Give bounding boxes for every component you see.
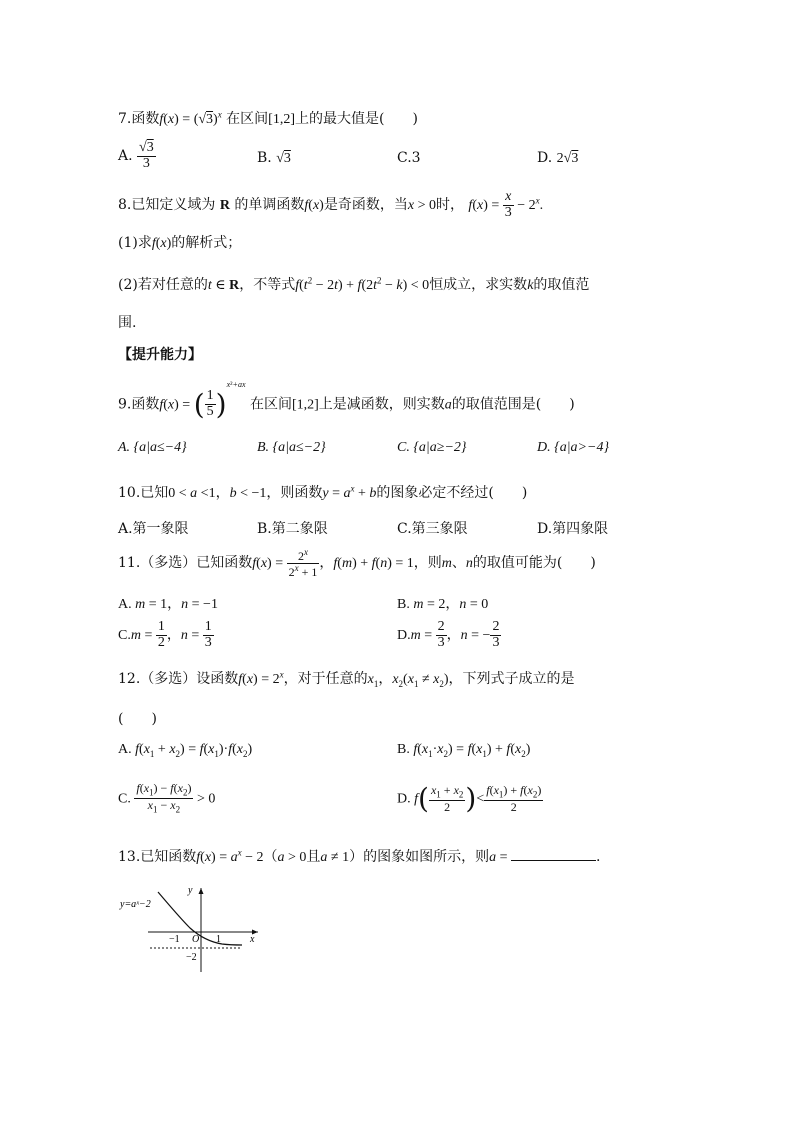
q11-option-d[interactable]: D.m = $\frac{2}{3}$ ，n = − $\frac{2}{3}$: [397, 619, 500, 650]
q8-part2-wrap: 围.: [118, 315, 137, 331]
q7-option-b[interactable]: B. √3: [257, 150, 291, 166]
q10-option-c[interactable]: C.第三象限: [397, 521, 468, 537]
x-axis-label: x: [250, 934, 255, 945]
q9-option-b[interactable]: B. {a|a≤−2}: [257, 440, 326, 455]
y-axis-arrow: [199, 888, 204, 894]
q12-option-b[interactable]: B. $f(x_1\cdot x_2) = f(x_1) + f(x_2)$: [397, 742, 531, 759]
q7-stem: 7.函数$f(x) = (√3)^x$ 在区间[1,2]上的最大值是( ): [118, 109, 418, 127]
answer-blank[interactable]: [511, 848, 596, 861]
q13-stem: 13.已知函数$f(x) = a^x - 2(a > 0$且a ≠ 1）的图象如图所示，则a = .: [118, 847, 601, 865]
q7-option-d[interactable]: D. 2√3: [537, 150, 579, 166]
q12-option-a[interactable]: A. $f(x_1 + x_2) = f(x_1)\cdot f(x_2)$: [118, 742, 253, 759]
q12-paren: ( ): [118, 711, 157, 727]
y-axis-label: y: [188, 885, 193, 896]
q11-option-b[interactable]: B. m = 2，n = 0: [397, 597, 489, 612]
q12-stem: 12.（多选）设函数$f(x) = 2^x$，对于任意的$x_1$，$x_2(x_1 \ne x_2)$，下列式子成立的是: [118, 669, 575, 689]
q7-option-c[interactable]: C.3: [397, 150, 421, 166]
q11-option-c[interactable]: C.m = $\frac{1}{2}$ ，n = $\frac{1}{3}$: [118, 619, 212, 650]
q9-option-d[interactable]: D. {a|a>−4}: [537, 440, 610, 455]
q9-option-c[interactable]: C. {a|a≥−2}: [397, 440, 467, 455]
q10-option-d[interactable]: D.第四象限: [537, 521, 609, 537]
q10-stem: 10.已知0 < a <1，b < −1，则函数$y = a^x + b$的图象必定不经过( ): [118, 483, 528, 501]
q12-option-c[interactable]: C. $\frac{f(x_1) - f(x_2)}{x_1 - x_2}$ > 0: [118, 781, 216, 815]
section-heading: 【提升能力】: [118, 347, 202, 363]
q11-option-a[interactable]: A. m = 1，n = −1: [118, 597, 218, 612]
curve-label: y=aˣ−2: [120, 899, 151, 910]
q10-option-a[interactable]: A.第一象限: [118, 521, 189, 537]
q8-part2: (2)若对任意的t ∈ R，不等式$f(t^2 - 2t) + f(2t^2 - k) < 0$恒成立，求实数k的取值范: [118, 275, 590, 293]
q9-stem: 9.函数f(x) = ( $\frac{1}{5}$ )$^{x^2+ax}$ 在区间[1,2]上是减函数，则实数a的取值范围是( ): [118, 379, 575, 421]
q9-option-a[interactable]: A. {a|a≤−4}: [118, 440, 187, 455]
q10-option-b[interactable]: B.第二象限: [257, 521, 328, 537]
q7-option-a[interactable]: A. $\frac{√3}{3}$: [118, 140, 154, 171]
q8-part1: (1)求f(x)的解析式；: [118, 235, 242, 251]
tick-label-neg2: −2: [186, 952, 197, 963]
tick-label-neg1: −1: [169, 934, 180, 945]
q11-stem: 11.（多选）已知函数f(x) = $\frac{2^x}{2^x + 1}$ ，f(m) + f(n) = 1，则m、n的取值可能为( ): [118, 547, 596, 579]
q12-option-d[interactable]: D. f( $\frac{x_1 + x_2}{2}$ )< $\frac{f(x_1) + f(x_2)}{2}$: [397, 782, 542, 815]
origin-label: O: [192, 934, 200, 945]
exponential-graph: [118, 884, 268, 974]
q8-stem: 8.已知定义域为 R 的单调函数f(x)是奇函数，当x > 0时， f(x) = $\frac{x}{3}$ − $2^x$.: [118, 189, 544, 220]
tick-label-1: 1: [216, 934, 221, 945]
